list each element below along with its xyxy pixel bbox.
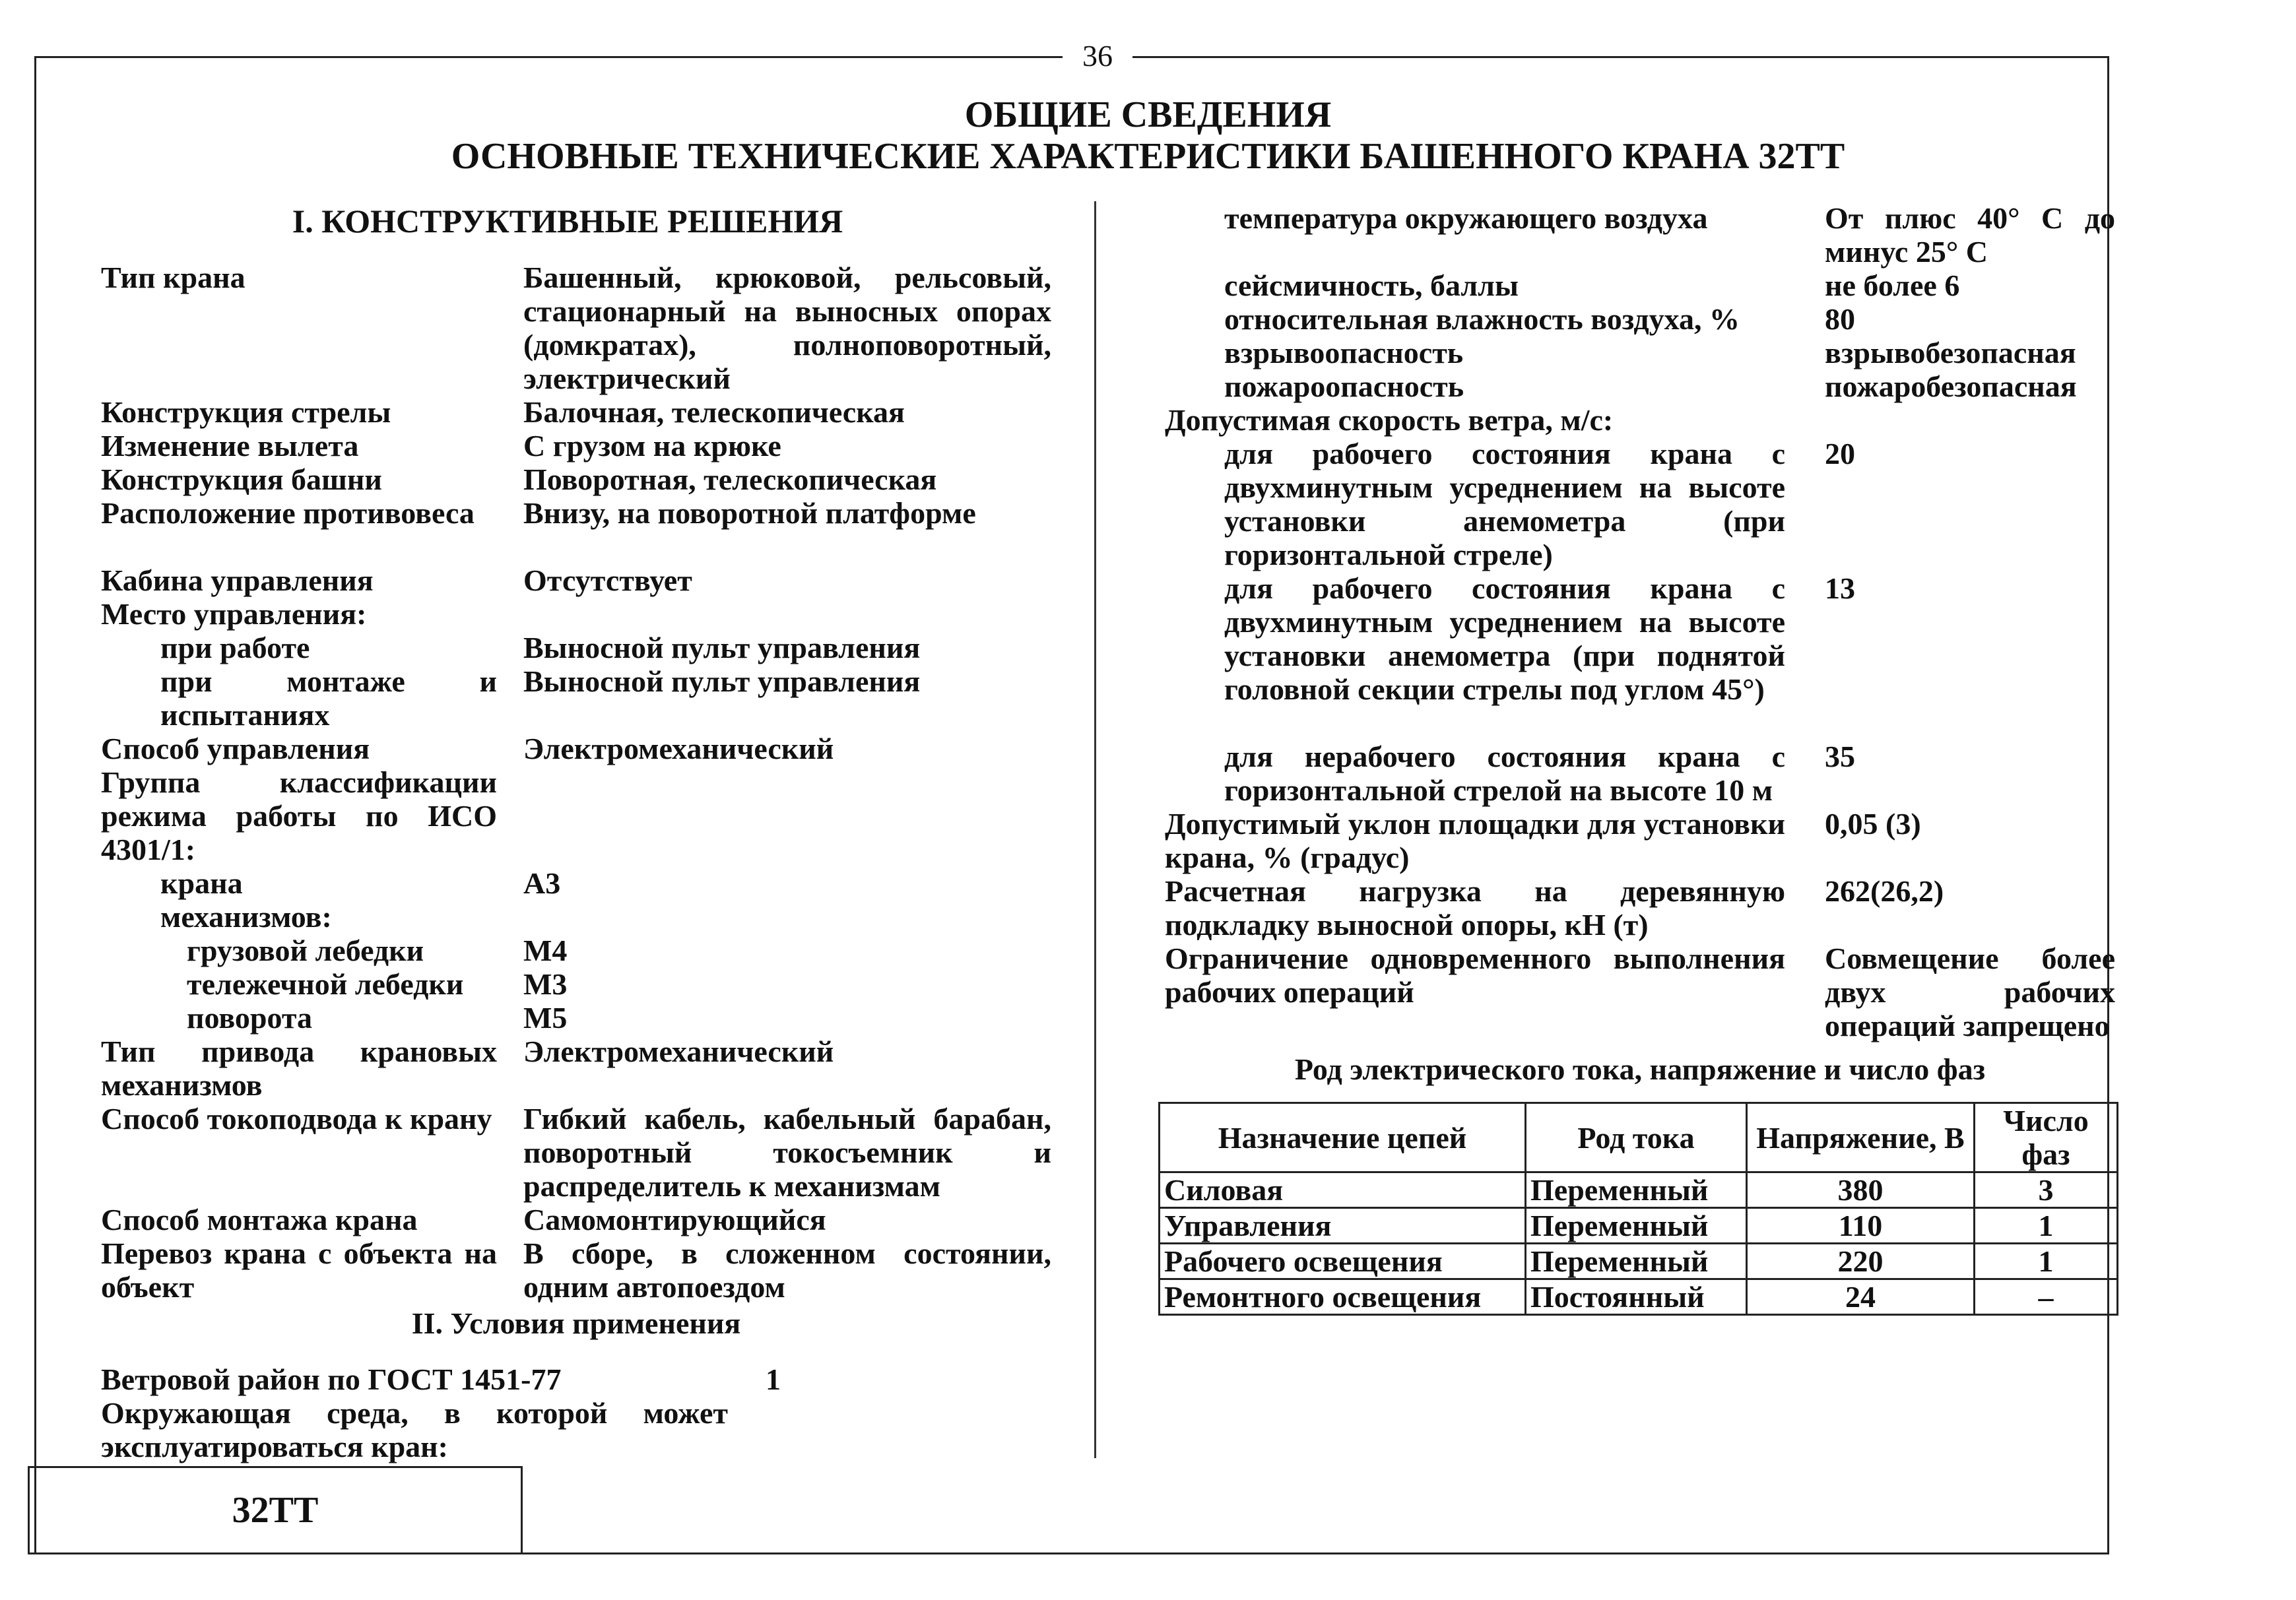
spec-label: Изменение вылета (101, 429, 359, 463)
cell-phases: 1 (1975, 1208, 2118, 1244)
spec-label: Расчетная нагрузка на деревянную подкладку выносной опоры, кН (т) (1165, 874, 1785, 942)
spec-value: Выносной пульт управления (523, 631, 921, 664)
cell-current: Переменный (1526, 1208, 1747, 1244)
table-row (1160, 1208, 2118, 1244)
wind-region-value: 1 (766, 1362, 781, 1396)
spec-label: для рабочего состояния крана с двухминутным усреднением на высоте установки анемометра (при поднятой головной секции стрелы под углом 45°) (1224, 571, 1785, 706)
spec-label: пожароопасность (1224, 369, 1464, 403)
page-number: 36 (1063, 38, 1132, 73)
electric-table (1158, 1102, 2118, 1316)
spec-value: А3 (523, 866, 561, 900)
spec-label: Ограничение одновременного выполнения рабочих операций (1165, 942, 1785, 1009)
spec-label: для нерабочего состояния крана с горизонтальной стрелой на высоте 10 м (1224, 740, 1785, 807)
heading-general: ОБЩИЕ СВЕДЕНИЯ (964, 94, 1332, 135)
section1-title: I. КОНСТРУКТИВНЫЕ РЕШЕНИЯ (292, 203, 843, 240)
spec-value: Выносной пульт управления (523, 664, 921, 698)
cell-phases: 3 (1975, 1172, 2118, 1208)
spec-value: В сборе, в сложенном состоянии, одним автопоездом (523, 1236, 1051, 1304)
spec-label: для рабочего состояния крана с двухминутным усреднением на высоте установки анемометра (при горизонтальной стреле) (1224, 437, 1785, 571)
spec-label: при монтаже и испытаниях (160, 664, 497, 732)
stamp-label: 32ТТ (232, 1490, 319, 1531)
spec-label: Группа классификации режима работы по ИСО 4301/1: (101, 765, 497, 866)
spec-value: Башенный, крюковой, рельсовый, стационарный на выносных опорах (домкратах), полноповоротный, электрический (523, 261, 1051, 395)
spec-value: Внизу, на поворотной платформе (523, 496, 976, 530)
th-voltage: Напряжение, В (1747, 1103, 1975, 1172)
spec-value: Электромеханический (523, 732, 834, 765)
spec-label: Конструкция стрелы (101, 395, 391, 429)
spec-label: грузовой лебедки (187, 934, 424, 967)
spec-label: Место управления: (101, 597, 367, 631)
spec-value: М4 (523, 934, 568, 967)
spec-value: М3 (523, 967, 568, 1001)
cell-current: Переменный (1526, 1244, 1747, 1279)
spec-value: 80 (1825, 302, 1855, 336)
cell-purpose: Ремонтного освещения (1160, 1279, 1526, 1315)
heading-specs: ОСНОВНЫЕ ТЕХНИЧЕСКИЕ ХАРАКТЕРИСТИКИ БАШЕННОГО КРАНА 32ТТ (451, 136, 1845, 177)
spec-label: сейсмичность, баллы (1224, 269, 1519, 302)
wind-region-label: Ветровой район по ГОСТ 1451-77 (101, 1362, 562, 1396)
spec-value: М5 (523, 1001, 568, 1035)
th-purpose: Назначение цепей (1160, 1103, 1526, 1172)
table-row (1160, 1172, 2118, 1208)
spec-label: Способ монтажа крана (101, 1203, 418, 1236)
spec-value: Гибкий кабель, кабельный барабан, поворотный токосъемник и распределитель к механизмам (523, 1102, 1051, 1203)
cell-current: Переменный (1526, 1172, 1747, 1208)
spec-label: поворота (187, 1001, 313, 1035)
spec-label: взрывоопасность (1224, 336, 1464, 369)
cell-voltage: 220 (1747, 1244, 1975, 1279)
spec-value: Электромеханический (523, 1035, 834, 1068)
spec-value: 13 (1825, 571, 1855, 605)
cell-voltage: 24 (1747, 1279, 1975, 1315)
spec-label: Способ токоподвода к крану (101, 1102, 492, 1136)
cell-phases: 1 (1975, 1244, 2118, 1279)
spec-label: крана (160, 866, 243, 900)
table-title: Род электрического тока, напряжение и число фаз (1294, 1052, 1986, 1086)
spec-value: Балочная, телескопическая (523, 395, 905, 429)
spec-value: От плюс 40° С до минус 25° С (1825, 201, 2115, 269)
spec-value: Самомонтирующийся (523, 1203, 826, 1236)
spec-value: 0,05 (3) (1825, 807, 1921, 841)
table-row (1160, 1279, 2118, 1315)
spec-value: С грузом на крюке (523, 429, 781, 463)
th-phases: Число фаз (1975, 1103, 2118, 1172)
spec-value: пожаробезопасная (1825, 369, 2077, 403)
spec-value: Совмещение более двух рабочих операций запрещено (1825, 942, 2115, 1042)
cell-purpose: Рабочего освещения (1160, 1244, 1526, 1279)
spec-value: Отсутствует (523, 563, 692, 597)
spec-label: Допустимый уклон площадки для установки крана, % (градус) (1165, 807, 1785, 874)
spec-label: Способ управления (101, 732, 370, 765)
spec-value: взрывобезопасная (1825, 336, 2076, 369)
cell-phases: – (1975, 1279, 2118, 1315)
cell-voltage: 110 (1747, 1208, 1975, 1244)
spec-label: Перевоз крана с объекта на объект (101, 1236, 497, 1304)
spec-label: Кабина управления (101, 563, 374, 597)
cell-current: Постоянный (1526, 1279, 1747, 1315)
spec-label: Тип крана (101, 261, 246, 294)
section2-title: II. Условия применения (411, 1306, 741, 1340)
cell-purpose: Управления (1160, 1208, 1526, 1244)
environment-label: Окружающая среда, в которой может эксплуатироваться кран: (101, 1396, 728, 1463)
spec-value: 20 (1825, 437, 1855, 470)
spec-label: механизмов: (160, 900, 332, 934)
spec-label: Допустимая скорость ветра, м/с: (1165, 403, 1614, 437)
spec-value: Поворотная, телескопическая (523, 463, 937, 496)
spec-value: 262(26,2) (1825, 874, 1944, 908)
spec-label: при работе (160, 631, 310, 664)
spec-label: тележечной лебедки (187, 967, 464, 1001)
table-row (1160, 1244, 2118, 1279)
spec-value: не более 6 (1825, 269, 1960, 302)
spec-label: Конструкция башни (101, 463, 382, 496)
th-current: Род тока (1526, 1103, 1747, 1172)
cell-purpose: Силовая (1160, 1172, 1526, 1208)
stamp-box (28, 1466, 523, 1554)
cell-voltage: 380 (1747, 1172, 1975, 1208)
table-header-row (1160, 1103, 2118, 1172)
spec-label: Тип привода крановых механизмов (101, 1035, 497, 1102)
spec-label: Расположение противовеса (101, 496, 475, 530)
column-divider (1094, 201, 1096, 1458)
spec-label: температура окружающего воздуха (1224, 201, 1708, 235)
spec-value: 35 (1825, 740, 1855, 773)
spec-label: относительная влажность воздуха, % (1224, 302, 1740, 336)
